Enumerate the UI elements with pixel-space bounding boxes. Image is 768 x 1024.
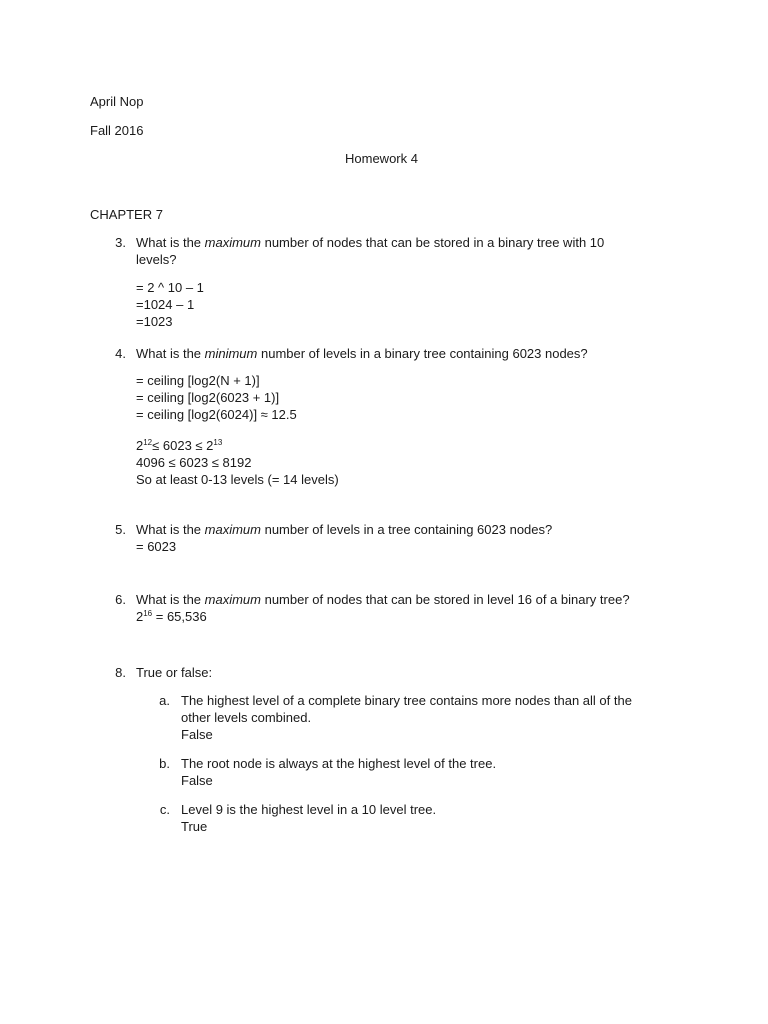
answer-line: =1024 – 1 — [136, 297, 195, 312]
question-number: 4. — [115, 346, 126, 361]
sub-question-answer: False — [181, 727, 213, 742]
inequality-line: $2^{12}\le 6023 \le 2^{13}$ — [136, 438, 223, 453]
author-name: April Nop — [90, 94, 144, 109]
question-number: 5. — [115, 522, 126, 537]
sub-question-text: Level 9 is the highest level in a 10 level tree. — [181, 802, 437, 817]
question-number: 6. — [115, 592, 126, 607]
emphasis: maximum — [204, 235, 261, 250]
question-text-line2: levels? — [136, 252, 177, 267]
conclusion-line: So at least 0-13 levels (= 14 levels) — [136, 472, 339, 487]
question-number: 3. — [115, 235, 126, 250]
inequality-line: 4096 ≤ 6023 ≤ 8192 — [136, 455, 252, 470]
sub-question-answer: False — [181, 773, 213, 788]
sub-question-text: The root node is always at the highest level of the tree. — [181, 756, 497, 771]
question-text: What is the maximum number of nodes that can be stored in level 16 of a binary tree? — [136, 592, 630, 607]
answer-line: =1023 — [136, 314, 173, 329]
emphasis: maximum — [204, 592, 261, 607]
document-title: Homework 4 — [345, 151, 418, 166]
answer-line: = ceiling [log2(6024)] ≈ 12.5 — [136, 407, 297, 422]
sub-question-text: The highest level of a complete binary tree contains more nodes than all of the — [181, 693, 632, 708]
question-number: 8. — [115, 665, 126, 680]
sub-question-letter: b. — [159, 756, 170, 771]
answer-line: = ceiling [log2(N + 1)] — [136, 373, 260, 388]
question-text: What is the maximum number of nodes that can be stored in a binary tree with 10 — [136, 235, 605, 250]
emphasis: minimum — [204, 346, 258, 361]
sub-question-answer: True — [181, 819, 208, 834]
answer-line: = ceiling [log2(6023 + 1)] — [136, 390, 280, 405]
question-text: What is the maximum number of levels in a tree containing 6023 nodes? — [136, 522, 553, 537]
question-text: What is the minimum number of levels in a binary tree containing 6023 nodes? — [136, 346, 588, 361]
question-text: True or false: — [136, 665, 213, 680]
sub-question-letter: c. — [159, 802, 170, 817]
chapter-heading: CHAPTER 7 — [90, 207, 163, 222]
sub-question-text-line2: other levels combined. — [181, 710, 312, 725]
term: Fall 2016 — [90, 123, 144, 138]
answer-line: $2^{16} = 65,536$ — [136, 609, 207, 624]
answer-line: = 2 ^ 10 – 1 — [136, 280, 204, 295]
emphasis: maximum — [204, 522, 261, 537]
sub-question-letter: a. — [159, 693, 170, 708]
answer-line: = 6023 — [136, 539, 177, 554]
